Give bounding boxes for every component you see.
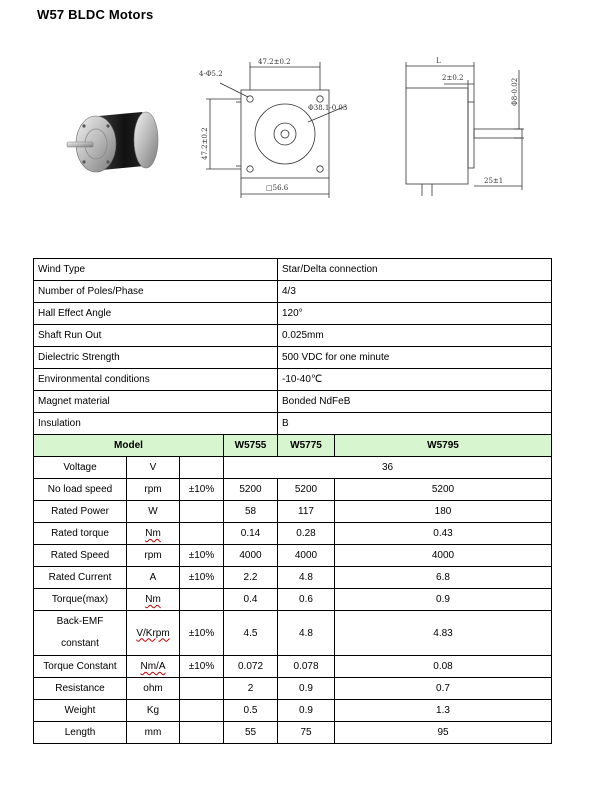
model-row [34,479,552,501]
param-name: No load speed [34,479,127,501]
param-value: 55 [224,722,278,744]
param-unit: Kg [127,700,180,722]
dim-pilot: Φ38.1-0.03 [308,104,348,112]
param-value: 1.3 [335,700,552,722]
param-value: 0.9 [278,678,335,700]
param-value: 0.9 [278,700,335,722]
param-value: 0.7 [335,678,552,700]
model-row [34,656,552,678]
spec-value: 120° [278,303,552,325]
param-value: 4.83 [335,611,552,656]
dim-holes: 4-Φ5.2 [199,70,223,78]
param-unit: V/Krpm [127,611,180,656]
param-value: 75 [278,722,335,744]
param-tolerance [180,678,224,700]
model-row [34,567,552,589]
spec-value: B [278,413,552,435]
model-row [34,523,552,545]
param-value: 2 [224,678,278,700]
spec-row-poles [34,281,552,303]
spec-row-shaft-runout [34,325,552,347]
param-name: Rated Power [34,501,127,523]
param-unit: W [127,501,180,523]
param-name: Resistance [34,678,127,700]
spec-row-hall-angle [34,303,552,325]
param-value: 6.8 [335,567,552,589]
param-name: Length [34,722,127,744]
motor-photo [64,104,162,184]
param-unit: Nm [127,589,180,611]
spec-table [33,258,552,744]
model-row [34,611,552,656]
model-header-row [34,435,552,457]
dim-height: 47.2±0.2 [201,127,209,160]
param-name: Torque(max) [34,589,127,611]
spec-row-environment [34,369,552,391]
front-view-drawing [196,50,366,202]
dim-square: □56.6 [266,184,289,192]
param-name: Weight [34,700,127,722]
spec-row-dielectric [34,347,552,369]
param-value: 180 [335,501,552,523]
param-tolerance [180,700,224,722]
param-value: 0.08 [335,656,552,678]
param-unit: rpm [127,545,180,567]
model-row [34,501,552,523]
param-value: 0.28 [278,523,335,545]
spec-row-magnet [34,391,552,413]
param-tolerance [180,589,224,611]
param-unit: A [127,567,180,589]
param-value: 0.078 [278,656,335,678]
param-value: 0.5 [224,700,278,722]
param-value: 5200 [335,479,552,501]
param-value: 4.5 [224,611,278,656]
param-value: 4000 [278,545,335,567]
param-value: 0.6 [278,589,335,611]
param-value: 0.9 [335,589,552,611]
spec-label: Dielectric Strength [34,347,278,369]
param-unit: Nm/A [127,656,180,678]
spec-value: 0.025mm [278,325,552,347]
spec-value: Star/Delta connection [278,259,552,281]
param-tolerance: ±10% [180,479,224,501]
spec-row-wind-type [34,259,552,281]
param-value: 0.4 [224,589,278,611]
param-unit: ohm [127,678,180,700]
dim-pilot-length: 2±0.2 [442,74,464,82]
model-row [34,722,552,744]
side-view-drawing [392,50,532,202]
param-tolerance: ±10% [180,611,224,656]
param-name: Voltage [34,457,127,479]
spec-value: 4/3 [278,281,552,303]
param-name: Rated Current [34,567,127,589]
param-value: 2.2 [224,567,278,589]
param-value: 4000 [224,545,278,567]
spec-label: Hall Effect Angle [34,303,278,325]
param-name: Back-EMF constant [34,611,127,656]
dim-width: 47.2±0.2 [258,58,291,66]
param-tolerance: ±10% [180,567,224,589]
param-tolerance: ±10% [180,656,224,678]
dim-length: L [436,57,441,65]
param-unit: rpm [127,479,180,501]
dim-shaft-length: 25±1 [484,177,504,185]
model-row [34,589,552,611]
param-value: 4.8 [278,611,335,656]
spec-label: Shaft Run Out [34,325,278,347]
param-tolerance [180,722,224,744]
param-name: Rated torque [34,523,127,545]
spec-value: 500 VDC for one minute [278,347,552,369]
param-unit: mm [127,722,180,744]
param-name: Rated Speed [34,545,127,567]
param-tolerance [180,457,224,479]
param-value: 117 [278,501,335,523]
dim-shaft-diameter: Φ8-0.02 [511,77,519,106]
spec-value: Bonded NdFeB [278,391,552,413]
model-row [34,545,552,567]
param-name: Torque Constant [34,656,127,678]
voltage-row [34,457,552,479]
param-value: 58 [224,501,278,523]
spec-label: Insulation [34,413,278,435]
spec-label: Wind Type [34,259,278,281]
spec-row-insulation [34,413,552,435]
param-tolerance [180,501,224,523]
spec-label: Magnet material [34,391,278,413]
param-value: 0.14 [224,523,278,545]
model-name: W5775 [278,435,335,457]
param-tolerance [180,523,224,545]
spec-label: Number of Poles/Phase [34,281,278,303]
spec-label: Environmental conditions [34,369,278,391]
param-value: 95 [335,722,552,744]
param-unit: V [127,457,180,479]
param-value: 0.072 [224,656,278,678]
spec-value: -10-40℃ [278,369,552,391]
model-header-label: Model [34,435,224,457]
param-unit: Nm [127,523,180,545]
param-value: 4000 [335,545,552,567]
model-name: W5755 [224,435,278,457]
param-value: 4.8 [278,567,335,589]
param-value: 0.43 [335,523,552,545]
model-row [34,700,552,722]
model-row [34,678,552,700]
param-value: 36 [224,457,552,479]
param-value: 5200 [224,479,278,501]
param-value: 5200 [278,479,335,501]
model-name: W5795 [335,435,552,457]
page-title: W57 BLDC Motors [37,7,154,22]
param-tolerance: ±10% [180,545,224,567]
